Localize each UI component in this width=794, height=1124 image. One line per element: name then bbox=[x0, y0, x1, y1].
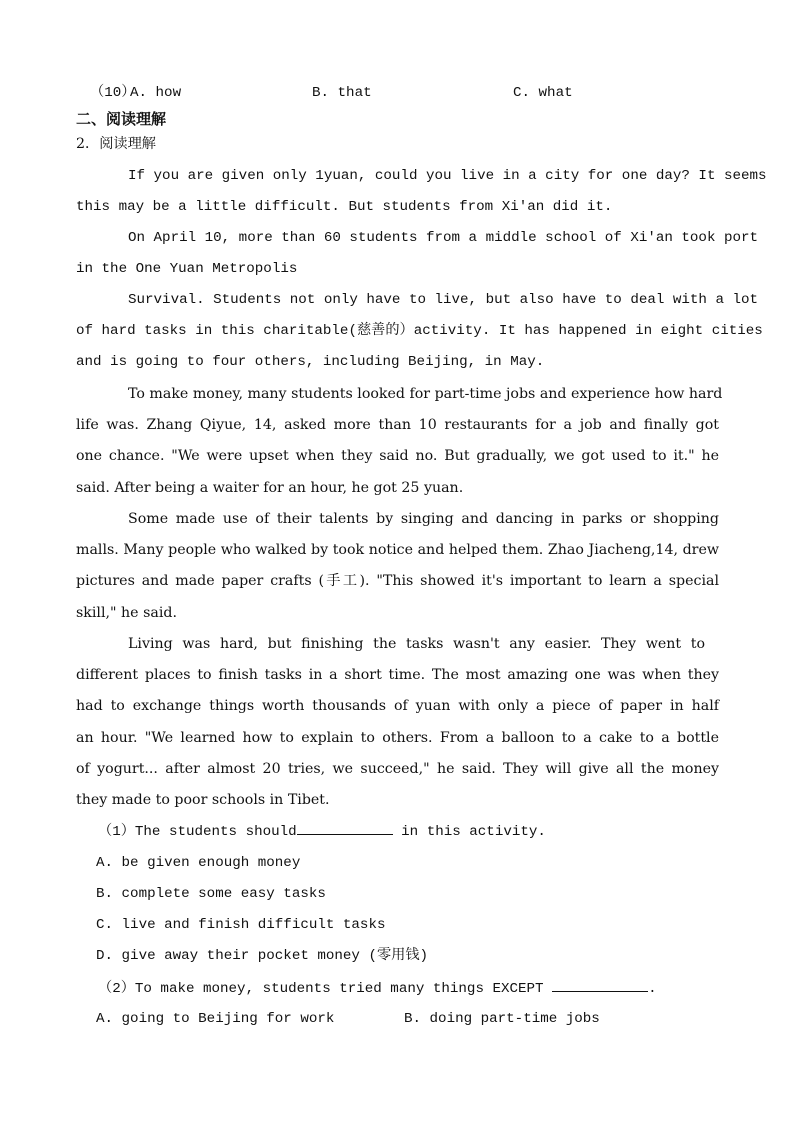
question-2-option-a: A. going to Beijing for work bbox=[96, 1011, 335, 1027]
passage-line: skill," he said. bbox=[76, 605, 177, 621]
passage-line: of yogurt... after almost 20 tries, we succeed," he said. They will give all the money bbox=[76, 761, 719, 777]
passage-line: Living was hard, but finishing the tasks wasn't any easier. They went to bbox=[128, 636, 705, 652]
passage-line: one chance. "We were upset when they said no. But gradually, we got used to it." he bbox=[76, 448, 719, 464]
passage-line: they made to poor schools in Tibet. bbox=[76, 792, 330, 808]
passage-line: pictures and made paper crafts (手工). "This showed it's important to learn a special bbox=[76, 573, 719, 589]
question-2-text-after: . bbox=[648, 981, 657, 997]
passage-line: If you are given only 1yuan, could you live in a city for one day? It seems bbox=[128, 168, 767, 184]
answer-blank bbox=[297, 822, 393, 835]
prev-option-a: A. how bbox=[130, 85, 182, 101]
passage-line: malls. Many people who walked by took notice and helped them. Zhao Jiacheng,14, drew bbox=[76, 542, 719, 558]
question-1-option-a: A. be given enough money bbox=[96, 855, 301, 871]
prev-option-b: B. that bbox=[312, 85, 372, 101]
question-1-option-b: B. complete some easy tasks bbox=[96, 886, 326, 902]
passage-line: life was. Zhang Qiyue, 14, asked more than 10 restaurants for a job and finally got bbox=[76, 417, 719, 433]
passage-line: had to exchange things worth thousands of yuan with only a piece of paper in half bbox=[76, 698, 719, 714]
passage-line: of hard tasks in this charitable(慈善的）activity. It has happened in eight cities bbox=[76, 323, 763, 339]
question-1-text-before: The students should bbox=[134, 824, 297, 840]
prev-option-c: C. what bbox=[513, 85, 573, 101]
passage-line: On April 10, more than 60 students from a middle school of Xi'an took port bbox=[128, 230, 759, 246]
question-title: 2．阅读理解 bbox=[76, 136, 156, 152]
question-2-text-before: To make money, students tried many things EXCEPT bbox=[134, 981, 553, 997]
passage-line: different places to finish tasks in a short time. The most amazing one was when they bbox=[76, 667, 719, 683]
passage-line: in the One Yuan Metropolis bbox=[76, 261, 298, 277]
passage-line: an hour. "We learned how to explain to others. From a balloon to a cake to a bottle bbox=[76, 730, 719, 746]
answer-blank bbox=[552, 979, 648, 992]
passage-line: said. After being a waiter for an hour, he got 25 yuan. bbox=[76, 480, 464, 496]
question-1-text-after: in this activity. bbox=[392, 824, 546, 840]
prev-question-number: （10） bbox=[90, 85, 136, 101]
question-1-option-c: C. live and finish difficult tasks bbox=[96, 917, 386, 933]
question-1-option-d: D. give away their pocket money (零用钱) bbox=[96, 948, 429, 964]
passage-line: To make money, many students looked for part-time jobs and experience how hard bbox=[128, 386, 723, 402]
question-1-stem bbox=[98, 822, 546, 841]
passage-line: and is going to four others, including Beijing, in May. bbox=[76, 354, 545, 370]
passage-line: this may be a little difficult. But students from Xi'an did it. bbox=[76, 199, 613, 215]
question-2-number: （2） bbox=[98, 981, 135, 997]
question-2-option-b: B. doing part-time jobs bbox=[404, 1011, 600, 1027]
section-heading: 二、阅读理解 bbox=[76, 110, 167, 128]
passage-line: Survival. Students not only have to live, but also have to deal with a lot bbox=[128, 292, 759, 308]
question-1-number: （1） bbox=[98, 824, 135, 840]
passage-line: Some made use of their talents by singing and dancing in parks or shopping bbox=[128, 511, 719, 527]
question-2-stem bbox=[98, 979, 657, 998]
